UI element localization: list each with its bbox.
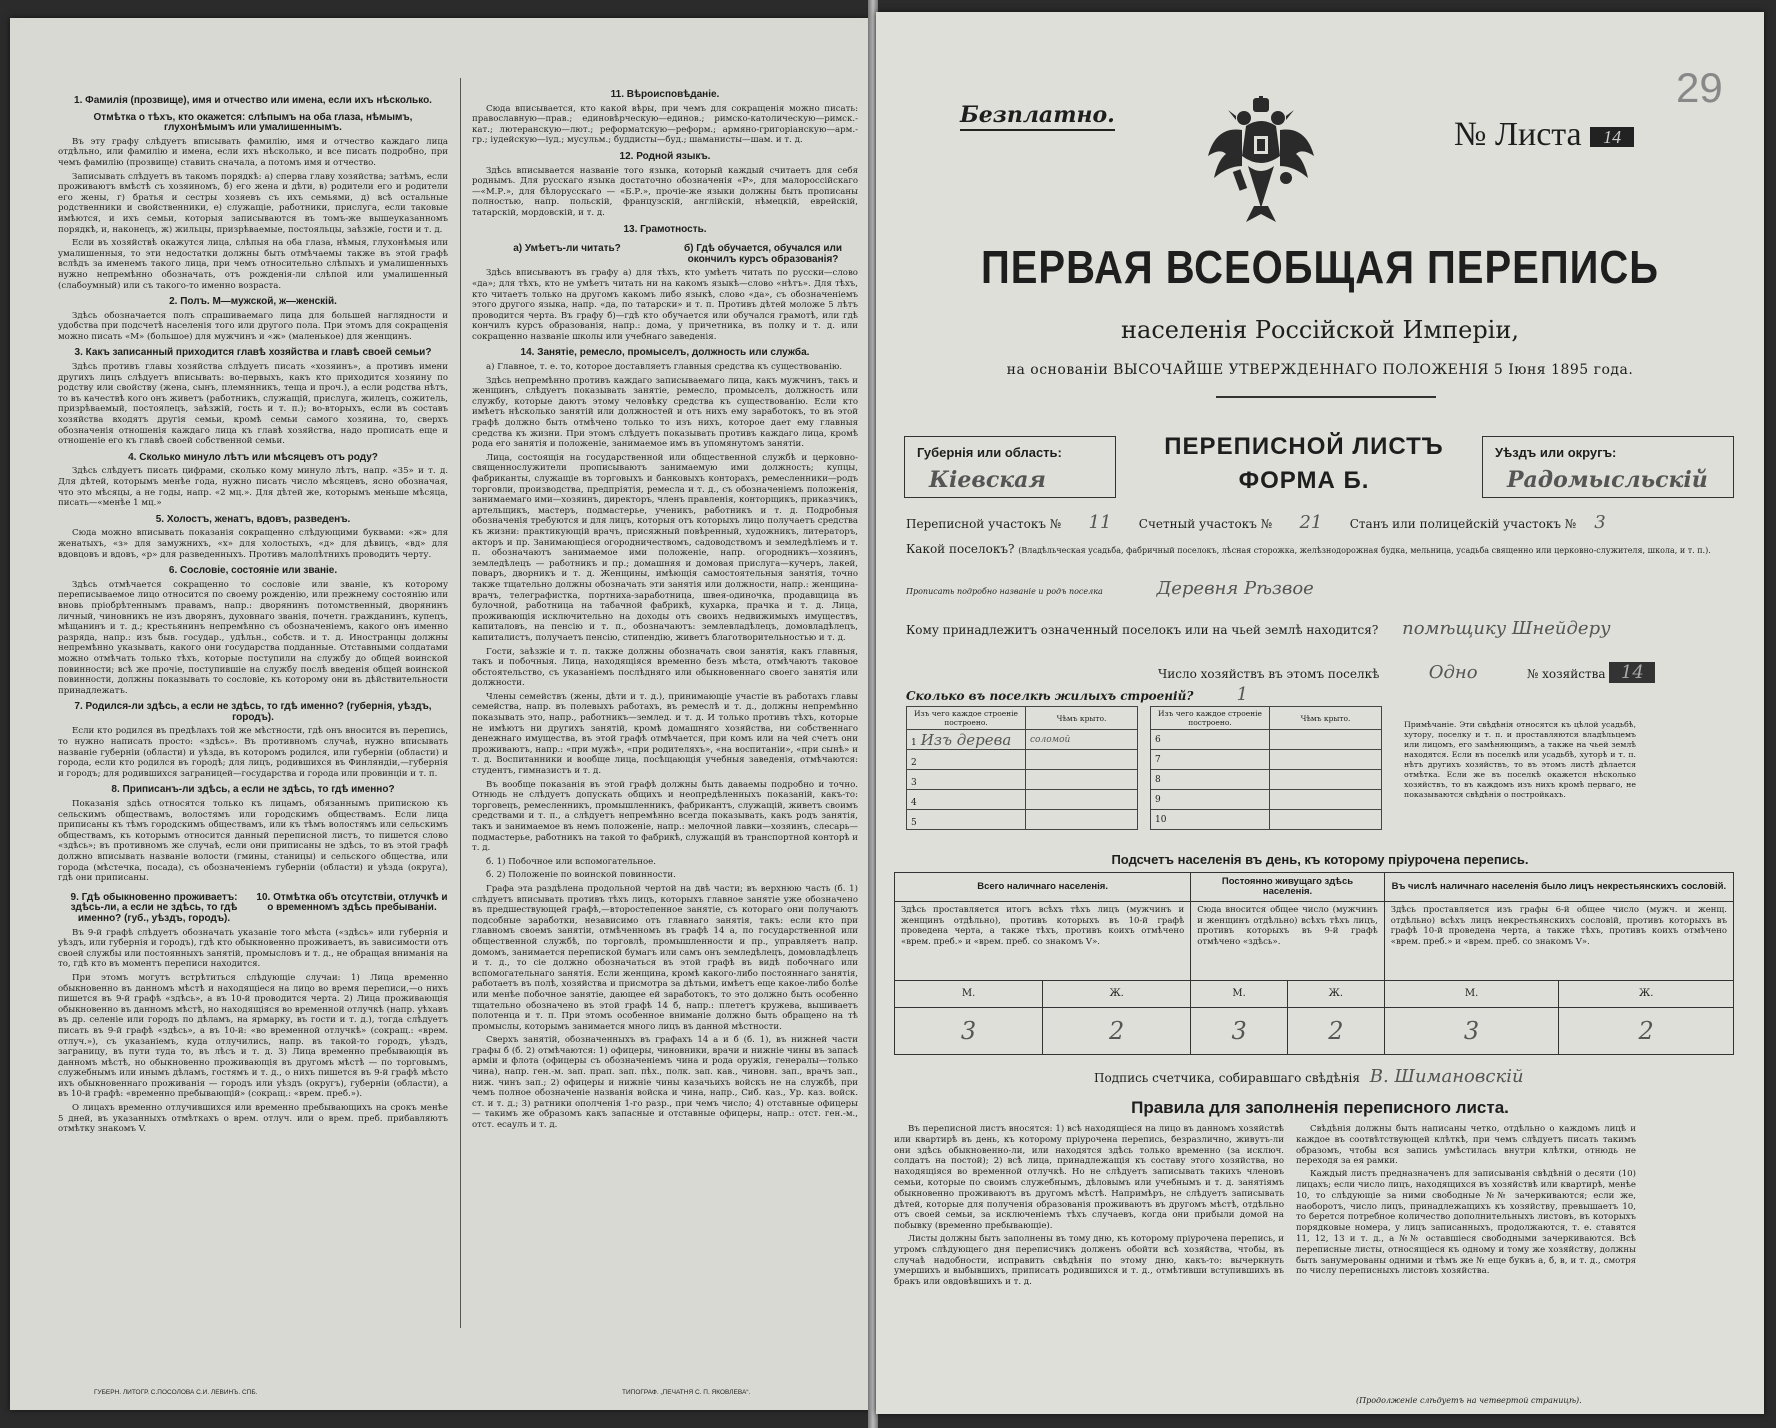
instruction-paragraph: При этомъ могутъ встрѣтиться слѣдующіе случаи: 1) Лица временно обыкновенно въ данномъ мѣстѣ и находящіеся на лицо во время переписи,—о нихъ пишется въ 9-й графѣ «здѣсь», а въ 10-й проводится черта. 2) Лица проживающія обыкновенно въ данномъ мѣстѣ, но находящіяся во временной отлучкѣ (напр. уѣхавъ въ др. селеніе или городъ по дѣламъ, на ярмарку, въ гости и т. д.), тогда слѣдуетъ писать въ 9-й графѣ «здѣсь», а въ 10-й: «во временной отлучкѣ» (сокращ.: «врем. отлуч.»), съ указаніемъ, куда отлучились, напр. въ такой-то городъ, уѣздъ, заграницу, въ пути туда то, въ лѣсъ и т. д. 3) Лица временно пребывающія въ данномъ мѣстѣ, но обыкновенно проживающія въ другомъ мѣстѣ — по торговымъ, служебнымъ или инымъ дѣламъ, гостямъ и т. д., о нихъ пишется въ 9-й графѣ мѣсто ихъ обыкновеннаго проживанія — городъ или уѣздъ (округъ), губерніи (области), а въ 10-й графѣ: «временно пребывающій» (сокращ.: «врем. преб.»). xyxy=(58,972,448,1100)
instruction-paragraph: Если кто родился въ предѣлахъ той же мѣстности, гдѣ онъ вносится въ перепись, то нужно написать просто: «здѣсь». Въ противномъ случаѣ, нужно вписывать названіе губерніи (области) и уѣзда, въ которомъ родился, или губерніи (области) и города, если кто родился въ городѣ; для лицъ, родившихся въ Финляндіи,—губернія и городъ; для родившихся заграницей—государства и города или провинціи и т. п. xyxy=(58,726,448,779)
instruction-paragraph: Здѣсь непремѣнно противъ каждаго записываемаго лица, какъ мужчинъ, такъ и женщинъ, слѣдуетъ показывать занятіе, ремесло, промыселъ, должность или службу, которые даютъ этому человѣку средства къ существованію. Если кто имѣетъ нѣсколько занятій или должностей и отъ нихъ ему заработокъ, то въ этой графѣ должно быть отмѣчено только то изъ нихъ, которое дает ему главныя средства къ жизни. При этомъ слѣдуетъ показывать противъ каждаго лица, кромѣ рода его занятія и положеніе, занимаемое имъ въ упомянутомъ занятіи. xyxy=(472,375,858,450)
count-value: 3 xyxy=(895,1008,1043,1055)
rule-paragraph: Свѣдѣнія должны быть написаны четко, отдѣльно о каждомъ лицѣ и каждое въ соотвѣтствующей клѣткѣ, при чемъ слѣдуетъ писать такимъ образомъ, чтобы вся запись умѣстилась внутри клѣтки, отнюдь не переходя за ея рамки. xyxy=(1296,1124,1636,1167)
count-male-label: М. xyxy=(895,981,1043,1008)
building-roof xyxy=(1270,790,1382,810)
count-column-heading: Всего наличнаго населенія. xyxy=(895,873,1191,902)
instruction-paragraph: б. 1) Побочное или вспомогательное. xyxy=(486,856,656,867)
count-female-label: Ж. xyxy=(1559,981,1734,1008)
households-line xyxy=(1158,662,1655,683)
police-district-value: 3 xyxy=(1594,512,1606,533)
buildings-note: Примѣчаніе. Эти свѣдѣнія относятся къ цѣлой усадьбѣ, хутору, поселку и т. п. и проставляются владѣльцемъ или лицомъ, его замѣняющимъ, а также на чьей землѣ находятся. Если въ поселкѣ или усадьбѣ, хуторѣ и т. п. нѣтъ другихъ хозяйствъ, то въ этомъ листѣ дѣлается отмѣтка. Если же въ поселкѣ окажется нѣсколько хозяйствъ, то въ каждомъ изъ нихъ кромѣ перваго, не показываются свѣдѣнія о постройкахъ. xyxy=(1404,720,1636,799)
rules-continued: (Продолженіе слѣдуетъ на четвертой страницѣ). xyxy=(1356,1396,1582,1405)
instruction-subheading-a xyxy=(58,887,250,928)
uezd-label: Уѣздъ или округъ: xyxy=(1495,445,1617,460)
instruction-paragraph: Лица, состоящія на государственной или общественной службѣ и церковно-священнослужители прописываютъ занимаемую ими должность; купцы, фабриканты, служащіе въ торговыхъ и банковыхъ конторахъ, ремесленники—родъ торговли, производства, предпріятія, ремесла и т. д., съ обозначеніемъ положенія, занимаемаго ими—хозяинъ, директоръ, членъ правленія, конторщикъ, приказчикъ, артельщикъ, мастеръ, подмастерье, ученикъ, работникъ и т. д. Подробныя обозначенія требуются и для лицъ, которыя отъ которыхъ лицо получаетъ средства къ жизни: практикующій врачъ, присяжный повѣренный, художникъ, литераторъ, акторъ и пр. Занимающіеся огородничествомъ, садоводствомъ и земледѣліемъ и т. п. обозначаютъ занимаемое ими положеніе, напр. огородникъ—хозяинъ, земледѣлецъ — работникъ и пр.; домашняя и домовая прислуга—кучеръ, лакей, поваръ, дворникъ и т. д. Женщины, имѣющія самостоятельныя занятія, точно также тщательно должны обозначать эти занятія или должности, напр.: женщина-врачъ, телеграфистка, портниха-заработница, швея-одиночка, продавщица въ булочной, работница на табачной фабрикѣ, кухарка, прачка и т. д. Лица, проживающія исключительно на доходы отъ своихъ недвижимыхъ имуществъ, капиталовъ, на пенсію и т. п., обозначаютъ: землевладѣлецъ, домовладѣлецъ, капиталистъ, получаетъ пенсію, стипендію, живетъ благотворительностью и т. д. xyxy=(472,452,858,643)
instruction-subheading-b xyxy=(668,238,858,268)
form-title-line-1: ПЕРЕПИСНОЙ ЛИСТЪ xyxy=(1164,433,1444,460)
title-rule xyxy=(1216,396,1436,398)
owner-value: помѣщику Шнейдеру xyxy=(1402,618,1611,639)
instruction-heading: 6. Сословіе, состояніе или званіе. xyxy=(168,565,338,577)
building-row xyxy=(1151,750,1382,770)
building-material-cell xyxy=(907,730,1026,750)
buildings-table-right xyxy=(1150,706,1382,830)
instruction-heading: 4. Сколько минуло лѣтъ или мѣсяцевъ отъ роду? xyxy=(128,451,378,463)
building-number: 7 xyxy=(1151,750,1270,770)
building-row xyxy=(907,770,1138,790)
instruction-heading: 13. Грамотность. xyxy=(623,223,707,235)
left-page-instructions xyxy=(10,18,870,1410)
building-roof xyxy=(1270,730,1382,750)
instruction-paragraph: Здѣсь вписываютъ въ графу а) для тѣхъ, кто умѣетъ читать по русски—слово «да»; для тѣхъ, кто не умѣетъ читать ни на какомъ языкѣ—слово «нѣтъ». Для тѣхъ, кто читаетъ только на другомъ какомъ либо языкѣ, слово «да», съ обозначеніемъ этого другого языка, напр. «да, по татарски» и т. п. Противъ дѣтей моложе 5 лѣтъ проводится черта. Въ графу б)—гдѣ кто обучается или обучался грамотѣ, или гдѣ кончилъ курсъ образованія, напр.: дома, у причетника, въ полку и т. д. или сокращенно названіе школы или учебнаго заведенія. xyxy=(472,268,858,342)
building-number: 5 xyxy=(911,817,917,828)
bt-head-roof: Чѣмъ крыто. xyxy=(1026,707,1138,730)
bt-head-material: Изъ чего каждое строеніе построено. xyxy=(907,707,1026,730)
building-material-cell xyxy=(907,750,1026,770)
building-row xyxy=(1151,770,1382,790)
instruction-heading: 10. Отмѣтка объ отсутствіи, отлучкѣ и о временномъ здѣсь пребываніи. xyxy=(256,891,448,914)
count-column-text: Здѣсь проставляется изъ графы 6-й общее число (мужч. и женщ. отдѣльно) всѣхъ лицъ некрестьянскихъ сословій, противъ которыхъ въ графѣ 10-й проведена черта, а также тѣхъ, противъ коихъ отмѣчено «врем. преб.» и «врем. преб. со знакомъ V». xyxy=(1384,902,1733,981)
bt-head-roof-2: Чѣмъ крыто. xyxy=(1270,707,1382,730)
guberniya-label: Губернія или область: xyxy=(917,445,1062,460)
instruction-subheading-a xyxy=(472,238,662,268)
building-number: 4 xyxy=(911,797,917,808)
count-column-heading: Постоянно живущаго здѣсь населенія. xyxy=(1191,873,1385,902)
instruction-subheadings xyxy=(472,238,858,268)
count-district-value: 21 xyxy=(1299,512,1323,533)
instruction-paragraph: О лицахъ временно отлучившихся или временно пребывающихъ на срокъ менѣе 5 дней, въ указанныхъ отмѣткахъ о врем. отлуч. или о врем. преб. прибавляютъ отмѣтку знакомъ V. xyxy=(58,1103,448,1135)
households-label: Число хозяйствъ въ этомъ поселкѣ xyxy=(1158,667,1380,681)
settlement-hint-2: Прописать подробно названіе и родъ поселка xyxy=(906,587,1103,596)
instruction-paragraph: Въ 9-й графѣ слѣдуетъ обозначать указаніе того мѣста («здѣсь» или губернія и уѣздъ, или губернія и городъ), гдѣ кто обыкновенно проживаетъ, въ зависимости отъ своей службы или постоянныхъ занятій, промысловъ и т. д., не обращая вниманія на то, гдѣ кто въ моментъ переписи находится. xyxy=(58,927,448,970)
double-headed-eagle-emblem-icon xyxy=(1206,96,1316,230)
instruction-heading: 14. Занятіе, ремесло, промыселъ, должность или служба. xyxy=(520,347,810,359)
instruction-paragraph: Гости, заѣзжіе и т. п. также должны обозначать свои занятія, какъ главныя, такъ и побочныя. Лица, находящіяся временно безъ мѣста, отмѣчаютъ таковое обстоятельство, съ указаніемъ послѣдняго или обыкновеннаго своего занятія или должности. xyxy=(472,646,858,689)
population-count-title: Подсчетъ населенія въ день, къ которому пріурочена перепись. xyxy=(1111,852,1529,867)
rules-column-left xyxy=(894,1124,1284,1290)
building-material-cell xyxy=(907,770,1026,790)
form-title-line-2: ФОРМА Б. xyxy=(1238,467,1370,494)
building-material-cell xyxy=(907,810,1026,830)
form-title xyxy=(1154,430,1454,498)
guberniya-box xyxy=(904,436,1116,498)
rule-paragraph: Каждый листъ предназначенъ для записыванія свѣдѣній о десяти (10) лицахъ; если число лицъ, находящихся въ хозяйствѣ или квартирѣ, менѣе 10, то слѣдующіе за ними свободные №№ зачеркиваются; если же, наоборотъ, число лицъ, принадлежащихъ къ хозяйству, превышаетъ 10, то берется потребное количество дополнительныхъ листовъ, въ которыхъ порядковые номера, у лицъ записанныхъ, продолжаются, т. е. ставятся 11, 12, 13 и т. д., а №№ оставшіеся свободными зачеркиваются. Всѣ переписные листы, относящіеся къ одному и тому же хозяйству, должны быть занумерованы одними и тѣмъ же № еще буквъ а, б, в, и т. д., смотря по числу переписныхъ листовъ хозяйства. xyxy=(1296,1169,1636,1277)
instruction-heading: 2. Полъ. М—мужской, ж—женскій. xyxy=(169,296,337,308)
owner-line xyxy=(906,618,1611,639)
building-number: 9 xyxy=(1151,790,1270,810)
instruction-paragraph: Здѣсь противъ главы хозяйства слѣдуетъ писать «хозяинъ», а противъ имени другихъ лицъ слѣдуетъ вписывать: во-первыхъ, какъ кто приходится хозяину по родству или свойству (жена, сынъ, племянникъ, теща и проч.), а если родства нѣтъ, то въ качествѣ кого онъ живетъ (работникъ, служащій, прислуга, жилецъ, сожитель, призрѣваемый, постоялецъ, заѣзжій, гость и т. п.); во-вторыхъ, если въ составъ хозяйства входятъ другія семьи, кромѣ семьи самого хозяина, то, сверхъ обозначенія отношенія каждаго лица къ главѣ хозяйства, надо прописать еще и отношеніе его къ главѣ своей собственной семьи. xyxy=(58,362,448,447)
sheet-number-label: № Листа xyxy=(1454,116,1582,153)
instruction-paragraph: Въ эту графу слѣдуетъ вписывать фамилію, имя и отчество каждаго лица отдѣльно, или фамилію и имена, если ихъ нѣсколько, и все писать подробно, при чемъ фамилію (прозвище) ставить сначала, а потомъ имя и отчество. xyxy=(58,136,448,168)
building-number: 2 xyxy=(911,757,917,768)
building-roof xyxy=(1026,770,1138,790)
census-legal-basis: на основаніи ВЫСОЧАЙШЕ УТВЕРЖДЕННАГО ПОЛОЖЕНІЯ 5 Іюня 1895 года. xyxy=(1006,362,1634,378)
rule-paragraph: Листы должны быть заполнены въ тому дню, къ которому пріурочена перепись, и утромъ слѣдующего дня переписчикъ долженъ обойти всѣ хозяйства, чтобы, въ случаѣ надобности, исправить свѣдѣнія по этому дню, какъ-то: вычеркнуть умершихъ и выбывшихъ, приписать родившихся и т. д., отмѣтивши вступившихъ въ бракъ или овдовѣвшихъ и т. д. xyxy=(894,1233,1284,1288)
uezd-box xyxy=(1482,436,1734,498)
police-district-label: Станъ или полицейскій участокъ № xyxy=(1349,517,1577,531)
building-number: 8 xyxy=(1151,770,1270,790)
buildings-value: 1 xyxy=(1236,684,1248,705)
instruction-heading: 11. Вѣроисповѣданіе. xyxy=(610,89,720,100)
bt-head-material-2: Изъ чего каждое строеніе построено. xyxy=(1151,707,1270,730)
column-divider xyxy=(460,78,461,1328)
building-material: Изъ дерева xyxy=(920,730,1012,749)
building-roof xyxy=(1270,810,1382,830)
census-district-value: 11 xyxy=(1088,512,1112,533)
buildings-line xyxy=(906,684,1287,705)
guberniya-value: Кіевская xyxy=(929,467,1046,493)
instruction-paragraph: Здѣсь отмѣчается сокращенно то сословіе или званіе, къ которому переписываемое лицо относится по своему рожденію, или прежнему состоянію или вновь пріобрѣтеннымъ правамъ, напр.: дворянинъ потомственный, дворянинъ личный, чиновникъ не изъ дворянъ, духовнаго званія, почетн. гражданинъ, купецъ, мѣщанинъ и т. д.; крестьянинъ непремѣнно съ обозначеніемъ, какого онъ именно разряда, напр.: изъ быв. государ., удѣльн., собств. и т. д. Иностранцы должны непремѣнно указывать, какого они государства подданные. Отставными солдатами можно отмѣчать только тѣхъ, которые поступили на службу до общей воинской повинности; всѣ же прочіе, поступившіе на службу послѣ введенія общей воинской повинности, должны показывать то сословіе, къ которому они въ дѣйствительности принадлежатъ. xyxy=(58,579,448,696)
owner-label: Кому принадлежитъ означенный поселокъ или на чьей землѣ находится? xyxy=(906,623,1379,637)
building-row xyxy=(907,750,1138,770)
count-female-label: Ж. xyxy=(1287,981,1384,1008)
instruction-paragraph: Если въ хозяйствѣ окажутся лица, слѣпыя на оба глаза, нѣмыя, глухонѣмыя или умалишенныя, то эти недостатки должны быть отмѣчаемы также въ этой графѣ вслѣдъ за именемъ такого лица, при чемъ относительно слѣпыхъ и умалишенныхъ нужно непремѣнно обозначать, отъ рожденія-ли слѣпой или умалишенный (слабоумный) или съ такого-то именно возраста. xyxy=(58,238,448,291)
instruction-paragraph: б. 2) Положеніе по воинской повинности. xyxy=(486,870,676,881)
instruction-paragraph: а) Главное, т. е. то, которое доставляетъ главныя средства къ существованію. xyxy=(486,362,843,373)
building-number: 6 xyxy=(1151,730,1270,750)
buildings-label: Сколько въ поселкѣ жилыхъ строеній? xyxy=(906,689,1194,703)
signature-value: В. Шимановскій xyxy=(1369,1066,1524,1087)
free-of-charge-label: Безплатно. xyxy=(960,102,1115,131)
rules-column-right xyxy=(1296,1124,1636,1279)
instruction-paragraph: Въ вообще показанія въ этой графѣ должны быть даваемы подробно и точно. Отнюдь не слѣдуетъ допускать общихъ и неопредѣленныхъ показаній, какъ-то: торговецъ, ремесленникъ, промышленникъ, фабрикантъ, служащій, живетъ своимъ средствами и т. п., а слѣдуетъ непремѣнно всегда показывать, какъ родъ занятія, такъ и занимаемое въ немъ положеніе, напр.: мелочной лавки—хозяинъ, слесарь—подмастерье, работникъ на такой то фабрикѣ, служащій въ транспортной конторѣ и т. д. xyxy=(472,779,858,854)
imprint-right: ТИПОГРАФ. „ПЕЧАТНЯ С. П. ЯКОВЛЕВА“. xyxy=(622,1389,751,1396)
building-roof: соломой xyxy=(1026,730,1138,750)
building-roof xyxy=(1026,810,1138,830)
uezd-value: Радомысльскій xyxy=(1507,467,1708,493)
building-row xyxy=(1151,730,1382,750)
building-row xyxy=(907,810,1138,830)
instruction-heading: 8. Приписанъ-ли здѣсь, а если не здѣсь, то гдѣ именно? xyxy=(111,784,395,796)
instruction-heading: б) Гдѣ обучается, обучался или окончилъ курсъ образованія? xyxy=(683,243,843,265)
instruction-heading: 12. Родной языкъ. xyxy=(619,150,711,162)
signature-line xyxy=(1094,1066,1524,1087)
count-column-text: Сюда вносится общее число (мужчинъ и женщинъ отдѣльно) всѣхъ тѣхъ лицъ, противъ которыхъ въ 9-й графѣ отмѣчено «здѣсь». xyxy=(1191,902,1385,981)
instruction-heading: Отмѣтка о тѣхъ, кто окажется: слѣпымъ на оба глаза, нѣмымъ, глухонѣмымъ или умалишеннымъ. xyxy=(93,111,413,134)
household-no-label: № хозяйства xyxy=(1526,667,1606,681)
instruction-heading: 9. Гдѣ обыкновенно проживаетъ: здѣсь-ли, а если не здѣсь, то гдѣ именно? (губ., уѣздъ, городъ). xyxy=(70,891,238,924)
settlement-label: Какой поселокъ? xyxy=(906,542,1015,556)
instruction-heading: 5. Холостъ, женатъ, вдовъ, разведенъ. xyxy=(155,513,351,525)
instructions-column-2 xyxy=(472,84,858,1134)
district-line xyxy=(906,512,1620,533)
building-number: 3 xyxy=(911,777,917,788)
building-row xyxy=(907,730,1138,750)
census-main-title: ПЕРВАЯ ВСЕОБЩАЯ ПЕРЕПИСЬ xyxy=(981,242,1659,294)
census-district-label: Переписной участокъ № xyxy=(906,517,1062,531)
instruction-paragraph: Графа эта раздѣлена продольной чертой на двѣ части; въ верхнюю часть (б. 1) слѣдуетъ вписывать противъ тѣхъ лицъ, которыхъ главное занятіе уже обозначено въ предшествующей графѣ,—второстепенное занятіе, съ котораго они получаютъ подсобные заработки, независимо отъ главнаго занятія, такъ: если кто при главномъ своемъ занятіи, отмѣченномъ въ графѣ 14 а, по государственной или общественной службѣ, по торговлѣ, промышленности и пр., управляетъ напр. домомъ, занимается перепиской бумагъ или самъ онъ земледѣлецъ, домовладѣлецъ и т. д., то сіе должно обозначаться въ этой графѣ въ видѣ побочнаго или вспомогательнаго занятія. Если женщина, кромѣ какого-либо постояннаго занятія, работаетъ въ полѣ, хозяйства и присмотра за дѣтьми, имѣетъ еще какое-либо болѣе или менѣе побочное занятіе, дающее ей заработокъ, то это должно быть особенно тщательно обозначено въ этой графѣ 14 б, напр.: плететъ кружева, вышиваетъ полотенца и т. п. При этомъ особенное вниманіе должно быть обращено на тѣ промыслы, которымъ занимается много лицъ въ данной мѣстности. xyxy=(472,883,858,1032)
instruction-paragraph: Сверхъ занятій, обозначенныхъ въ графахъ 14 а и б (б. 1), въ нижней части графы б (б. 2) отмѣчаются: 1) офицеры, чиновники, врачи и нижніе чины въ запасѣ арміи и флота (офицеры съ обозначеніемъ чина и рода оружія, генералы—только чина), напр. ген.-м. зап. прап. зап. пѣх., полк. зап. кав., чиновн. зап., врачъ зап., ниж. чинъ зап.; 2) офицеры и нижніе чины казачьихъ войскъ не на службѣ, при чемъ полное обозначеніе названія войска и чина, напр., Сиб. каз., Ур. каз. войск. ст. и т. д.; 3) ратники ополченія 1-го разр., при чемъ число; 4) отставные офицеры — такимъ же образомъ какъ запасные и отставные офицеры, напр.: отст. ген.-м., отст. есаулъ и т. д. xyxy=(472,1035,858,1131)
building-row xyxy=(907,790,1138,810)
header-boxes xyxy=(904,430,1734,498)
sheet-number-value: 14 xyxy=(1590,127,1634,147)
instruction-paragraph: Сюда вписывается, кто какой вѣры, при чемъ для сокращенія можно писать: православную—прав.; единовѣрческую—единов.; римско-католическую—римск.-кат.; лютеранскую—лют.; реформатскую—реформ.; армяно-григоріанскую—арм.-гр.; іудейскую—іуд.; мусульм.; буддисты—буд.; шаманисты—шам. и т. д. xyxy=(472,103,858,146)
instruction-paragraph: Показанія здѣсь относятся только къ лицамъ, обязаннымъ припискою къ сельскимъ обществамъ, волостямъ или городскимъ обществамъ. Если лица приписаны къ тѣмъ городскимъ обществамъ, или къ тѣмъ волостямъ или сельскимъ обществамъ, къ которымъ относится данный переписной листъ, то пишется слово «здѣсь»; въ противномъ же случаѣ, если они приписаны не здѣсь, то въ этой графѣ должно вписывать названіе волости (гмины, станицы) и сельского общества, или города (мѣстечка, посада), съ обозначеніемъ губерніи (области) и уѣзда (округа), гдѣ они приписаны. xyxy=(58,799,448,884)
instruction-heading: 1. Фамилія (прозвище), имя и отчество или имена, если ихъ нѣсколько. xyxy=(74,95,432,106)
count-female-label: Ж. xyxy=(1043,981,1191,1008)
instruction-paragraph: Сюда можно вписывать показанія сокращенно слѣдующими буквами: «ж» для женатыхъ, «з» для замужнихъ, «х» для холостыхъ, «д» для дѣвицъ, «вд» для вдовцовъ и вдовъ, «р» для разведенныхъ. Противъ малолѣтнихъ проводить черту. xyxy=(58,528,448,560)
settlement-value: Деревня Рѣзвое xyxy=(1156,578,1314,599)
settlement-hint: (Владѣльческая усадьба, фабричный поселокъ, лѣсная сторожка, желѣзнодорожная будка, мельница, усадьба священно или церковно-служителя, школа, и т. п.). xyxy=(1018,546,1711,555)
household-no-value: 14 xyxy=(1609,662,1655,683)
count-male-label: М. xyxy=(1191,981,1288,1008)
building-number: 1 xyxy=(911,737,917,748)
instructions-column-1 xyxy=(58,90,448,1138)
rules-title: Правила для заполненія переписного листа. xyxy=(1131,1098,1509,1117)
settlement-line xyxy=(906,542,1736,556)
building-roof xyxy=(1026,750,1138,770)
count-value: 3 xyxy=(1191,1008,1288,1055)
instruction-paragraph: Здѣсь слѣдуетъ писать цифрами, сколько кому минуло лѣтъ, напр. «35» и т. д. Для дѣтей, которымъ менѣе года, нужно писать число мѣсяцевъ, ясно обозначая, что это мѣсяцы, а не годы, напр. «2 мц.». Для дѣтей же, которымъ меньше мѣсяца, писать—«менѣе 1 мц.» xyxy=(58,466,448,509)
imprint-left: ГУБЕРН. ЛИТОГР. С.ПОСОЛОВА С.И. ЛЕВИНЪ. СПБ. xyxy=(94,1389,258,1396)
instruction-heading: 3. Какъ записанный приходится главѣ хозяйства и главѣ своей семьи? xyxy=(74,347,432,359)
count-male-label: М. xyxy=(1384,981,1559,1008)
instruction-subheadings xyxy=(58,887,448,928)
households-value: Одно xyxy=(1428,662,1478,683)
instruction-paragraph: Здѣсь обозначается полъ спрашиваемаго лица для большей наглядности и удобства при подсчетѣ населенія того или другого пола. При этомъ для сокращенія можно писать «М» (большое) для мужчинъ и «ж» (маленькое) для женщинъ. xyxy=(58,310,448,342)
building-roof xyxy=(1026,790,1138,810)
count-column-text: Здѣсь проставляется итогъ всѣхъ тѣхъ лицъ (мужчинъ и женщинъ отдѣльно), противъ которыхъ въ 10-й графѣ проведена черта, а также тѣхъ, противъ коихъ отмѣчено «врем. преб.» и «врем. преб. со знакомъ V». xyxy=(895,902,1191,981)
instruction-paragraph: Записывать слѣдуетъ въ такомъ порядкѣ: а) сперва главу хозяйства; затѣмъ, если проживаютъ вмѣстѣ съ хозяиномъ, б) его жена и дѣти, в) родители его и родители его жены, г) братья и сестры хозяевъ съ ихъ семьями, д) всѣ остальные родственники и свойственники, е) служащіе, работники, прислуга, если таковые имѣются, и ихъ семьи, которыя записываются въ томъ-же вышеуказанномъ порядкѣ, и, наконецъ, ж) жильцы, призрѣваемые, постояльцы, заѣзжіе, гости и т. д. xyxy=(58,171,448,235)
rule-paragraph: Въ переписной листъ вносятся: 1) всѣ находящіеся на лицо въ данномъ хозяйствѣ или квартирѣ въ день, къ которому пріурочена перепись, безразлично, живутъ-ли они здѣсь обыкновенно-ли, или находятся здѣсь только временно (за исключ. солдатъ на постой); 2) всѣ лица, принадлежащія къ составу этого хозяйства, но находящіяся во временной отлучкѣ. Но не слѣдуетъ записывать такихъ членовъ семьи, которые по своимъ служебнымъ, дѣловымъ или учебнымъ и т. д. занятіямъ обыкновенно проживаютъ въ другомъ мѣстѣ. Напримѣръ, не слѣдуетъ записывать дѣтей, которые для полученія образованія проживаютъ въ другомъ мѣстѣ, отдѣльно отъ своей семьи, за исключеніемъ тѣхъ случаевъ, когда они прибыли домой на побывку (временно пребывающіе). xyxy=(894,1124,1284,1232)
population-count-table xyxy=(894,872,1734,1055)
instruction-paragraph: Здѣсь вписывается названіе того языка, который каждый считаетъ для себя роднымъ. Для русскаго языка достаточно обозначенія «Р», для малороссійскаго—«М.Р.», для бѣлорусскаго — «Б.Р.», прочіе-же языки должны быть прописаны полностью, напр. польскій, французскій, англійскій, нѣмецкій, еврейскій, татарскій, мордовскій, и т. д. xyxy=(472,165,858,218)
building-row xyxy=(1151,810,1382,830)
building-roof xyxy=(1270,750,1382,770)
count-value: 2 xyxy=(1043,1008,1191,1055)
settlement-value-line xyxy=(906,578,1314,599)
building-number: 10 xyxy=(1151,810,1270,830)
instruction-heading: 7. Родился-ли здѣсь, а если не здѣсь, то гдѣ именно? (губернія, уѣздъ, городъ). xyxy=(74,701,432,723)
count-district-label: Счетный участокъ № xyxy=(1138,517,1273,531)
census-subtitle: населенія Россійской Имперіи, xyxy=(1121,316,1519,344)
count-value: 3 xyxy=(1384,1008,1559,1055)
buildings-table-left xyxy=(906,706,1138,830)
instruction-heading: а) Умѣетъ-ли читать? xyxy=(513,243,621,255)
instruction-paragraph: Члены семействъ (жены, дѣти и т. д.), принимающіе участіе въ работахъ главы семейства, напр. въ полевыхъ работахъ, въ ремеслѣ и т. д., должны непремѣнно показывать это, напр., работникъ—землед. и т. д. И только противъ тѣхъ, которые не имѣютъ ни другихъ занятій, кромѣ домашняго хозяйства, ни собственнаго денежнаго имущества, въ этой графѣ отмѣчается, при комъ или на чей счетъ они проживаютъ, напр.: «при мужѣ», «при родителяхъ», «на воспитаніи», «при сынѣ» и т. д. Воспитанники и вообще лица, посѣщающія учебныя заведенія, отмѣчаются: студентъ, гимназистъ и т. д. xyxy=(472,691,858,777)
sheet-number-field xyxy=(1454,116,1634,154)
page-number: 29 xyxy=(1676,64,1723,111)
count-column-heading: Въ числѣ наличнаго населенія было лицъ некрестьянскихъ сословій. xyxy=(1384,873,1733,902)
building-row xyxy=(1151,790,1382,810)
building-material-cell xyxy=(907,790,1026,810)
right-page-census-form xyxy=(876,12,1764,1414)
signature-label: Подпись счетчика, собиравшаго свѣдѣнія xyxy=(1094,1071,1360,1085)
instruction-subheading-b xyxy=(256,887,448,928)
building-roof xyxy=(1270,770,1382,790)
count-value: 2 xyxy=(1287,1008,1384,1055)
count-value: 2 xyxy=(1559,1008,1734,1055)
